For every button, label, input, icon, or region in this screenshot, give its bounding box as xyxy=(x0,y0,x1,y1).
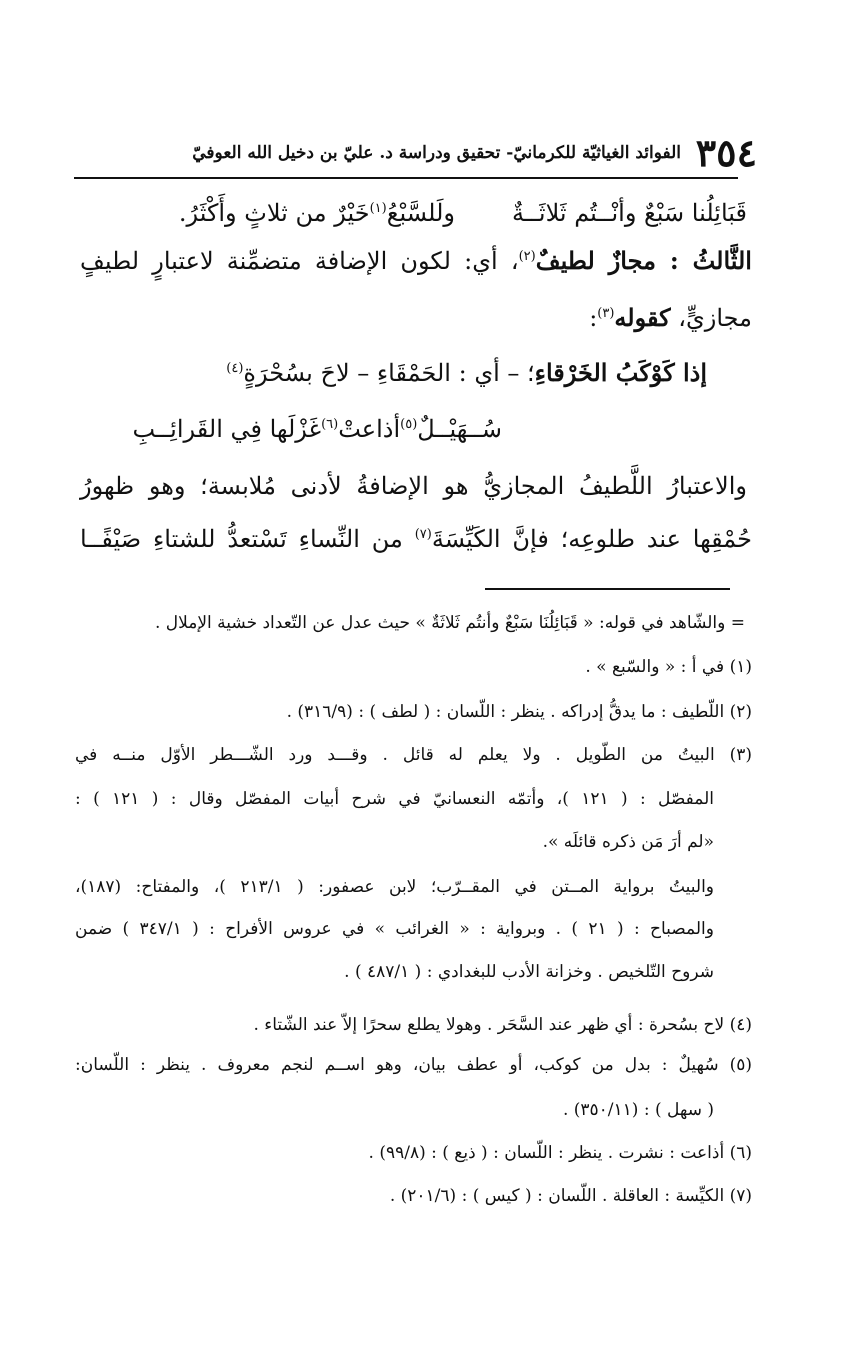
paragraph-third-line-1 xyxy=(80,240,752,282)
footnote-ref-6[interactable]: (٦) xyxy=(321,417,339,432)
line-7-rest: من النِّساءِ تَسْتعدُّ للشتاءِ صَيْفًــا xyxy=(80,525,415,553)
footnote-6: (٦) أذاعت : نشرت . ينظر : اللّسان : ( ذيع ) : (٩٩/٨) . xyxy=(368,1143,752,1163)
verse-2-first-half xyxy=(226,352,707,394)
line-3-colon: : xyxy=(589,304,598,332)
footnote-4: (٤) لاح بسُحرة : أي ظهر عند السَّحَر . وهولا يطلع سحرًا إلاّ عند الشّتاء . xyxy=(253,1015,752,1035)
third-explanation: ، أي: لكون الإضافة متضمِّنة لاعتبارٍ لطيفٍ xyxy=(80,247,519,275)
footnote-5-line-1: (٥) سُهيلٌ : بدل من كوكب، أو عطف بيان، وهو اســم لنجم معروف . ينظر : اللّسان: xyxy=(75,1055,752,1075)
verse-1-second-half-word: ولَلسَّبْعُ xyxy=(386,199,455,227)
page-number: ٣٥٤ xyxy=(695,130,757,175)
footnote-ref-1[interactable]: (١) xyxy=(369,201,387,216)
footnote-2: (٢) اللّطيف : ما يدقُّ إدراكه . ينظر : اللّسان : ( لطف ) : (٣١٦/٩) . xyxy=(286,702,752,722)
footnote-7: (٧) الكيِّسة : العاقلة . اللّسان : ( كيس ) : (٢٠١/٦) . xyxy=(389,1186,752,1206)
footnote-3-line-6: شروح التّلخيص . وخزانة الأدب للبغدادي : ( ٤٨٧/١ ) . xyxy=(344,962,714,982)
verse-2-suhayl: سُــهَيْــلٌ xyxy=(417,415,502,443)
footnote-5-line-2: ( سهل ) : (٣٥٠/١١) . xyxy=(562,1100,714,1120)
verse-1-first-half: قَبَائِلُنا سَبْعٌ وأنْــتُم ثَلاثَــةٌ xyxy=(511,199,747,227)
paragraph-line-6: والاعتبارُ اللَّطيفُ المجازيُّ هو الإضافةُ لأدنى مُلابسة؛ وهو ظهورُ xyxy=(80,472,747,500)
footnote-ref-7[interactable]: (٧) xyxy=(414,527,432,542)
running-title: الفوائد الغياثيّة للكرمانيّ- تحقيق ودراسة د. عليّ بن دخيل الله العوفيّ xyxy=(192,143,681,163)
verse-2-second-half xyxy=(133,408,502,450)
footnote-3-line-2: المفصّل : ( ١٢١ )، وأتمّه النعسانيّ في شرح أبيات المفصّل وقال : ( ١٢١ ) : xyxy=(75,789,714,809)
paragraph-third-line-2 xyxy=(589,297,752,339)
footnote-3-line-4: والبيتُ برواية المــتن في المقــرّب؛ لابن عصفور: ( ٢١٣/١ )، والمفتاح: (١٨٧)، xyxy=(75,877,715,897)
footnote-3-line-1: (٣) البيتُ من الطّويل . ولا يعلم له قائل . وقـــد ورد الشّـــطر الأوّل منــه في xyxy=(75,745,752,765)
verse-2-adha-at: أذاعتْ xyxy=(338,415,401,443)
line-7-lead: حُمْقِها عند طلوعِه؛ فإنَّ الكَيِّسَةَ xyxy=(431,525,753,553)
verse-2-rest: غَزْلَها فِي القَرائِــبِ xyxy=(132,415,322,443)
verse-1-left-hemistich xyxy=(179,192,455,234)
verse-2-gloss: ؛ – أي : الحَمْقَاءِ – لاحَ بسُحْرَةٍ xyxy=(243,359,535,387)
footnote-1: (١) في أ : « والسّبع » . xyxy=(585,657,752,677)
verse-1-right-hemistich xyxy=(512,192,747,234)
footnote-ref-3[interactable]: (٣) xyxy=(597,306,615,321)
line-3-text: مجازيٍّ، xyxy=(670,304,752,332)
verse-2-bold: إذا كَوْكَبُ الخَرْقاءِ xyxy=(534,358,707,387)
header-rule xyxy=(74,177,738,179)
footnote-ref-4[interactable]: (٤) xyxy=(226,361,244,376)
footnote-3-line-3: «لم أرَ مَن ذكره قائلَه ». xyxy=(542,832,714,852)
footnote-ref-5[interactable]: (٥) xyxy=(400,417,418,432)
footnote-3-line-5: والمصباح : ( ٢١ ) . وبرواية : « الغرائب » في عروس الأفراح : ( ٣٤٧/١ ) ضمن xyxy=(75,919,714,939)
paragraph-line-7 xyxy=(80,518,752,560)
footnote-carryover: = والشّاهد في قوله: « قَبَائِلُنَا سَبْعٌ وأنتُم ثَلاثَةٌ » حيث عدل عن التّعداد خشية الإملال . xyxy=(154,613,745,633)
footnote-rule xyxy=(485,588,730,590)
footnote-ref-2[interactable]: (٢) xyxy=(518,249,536,264)
verse-1-second-half-rest: خَيْرٌ من ثلاثٍ وأَكْثَرُ. xyxy=(178,199,370,227)
line-3-bold: كقوله xyxy=(614,303,671,332)
third-heading: الثَّالثُ : مجازٌ لطيفٌ xyxy=(535,246,752,275)
